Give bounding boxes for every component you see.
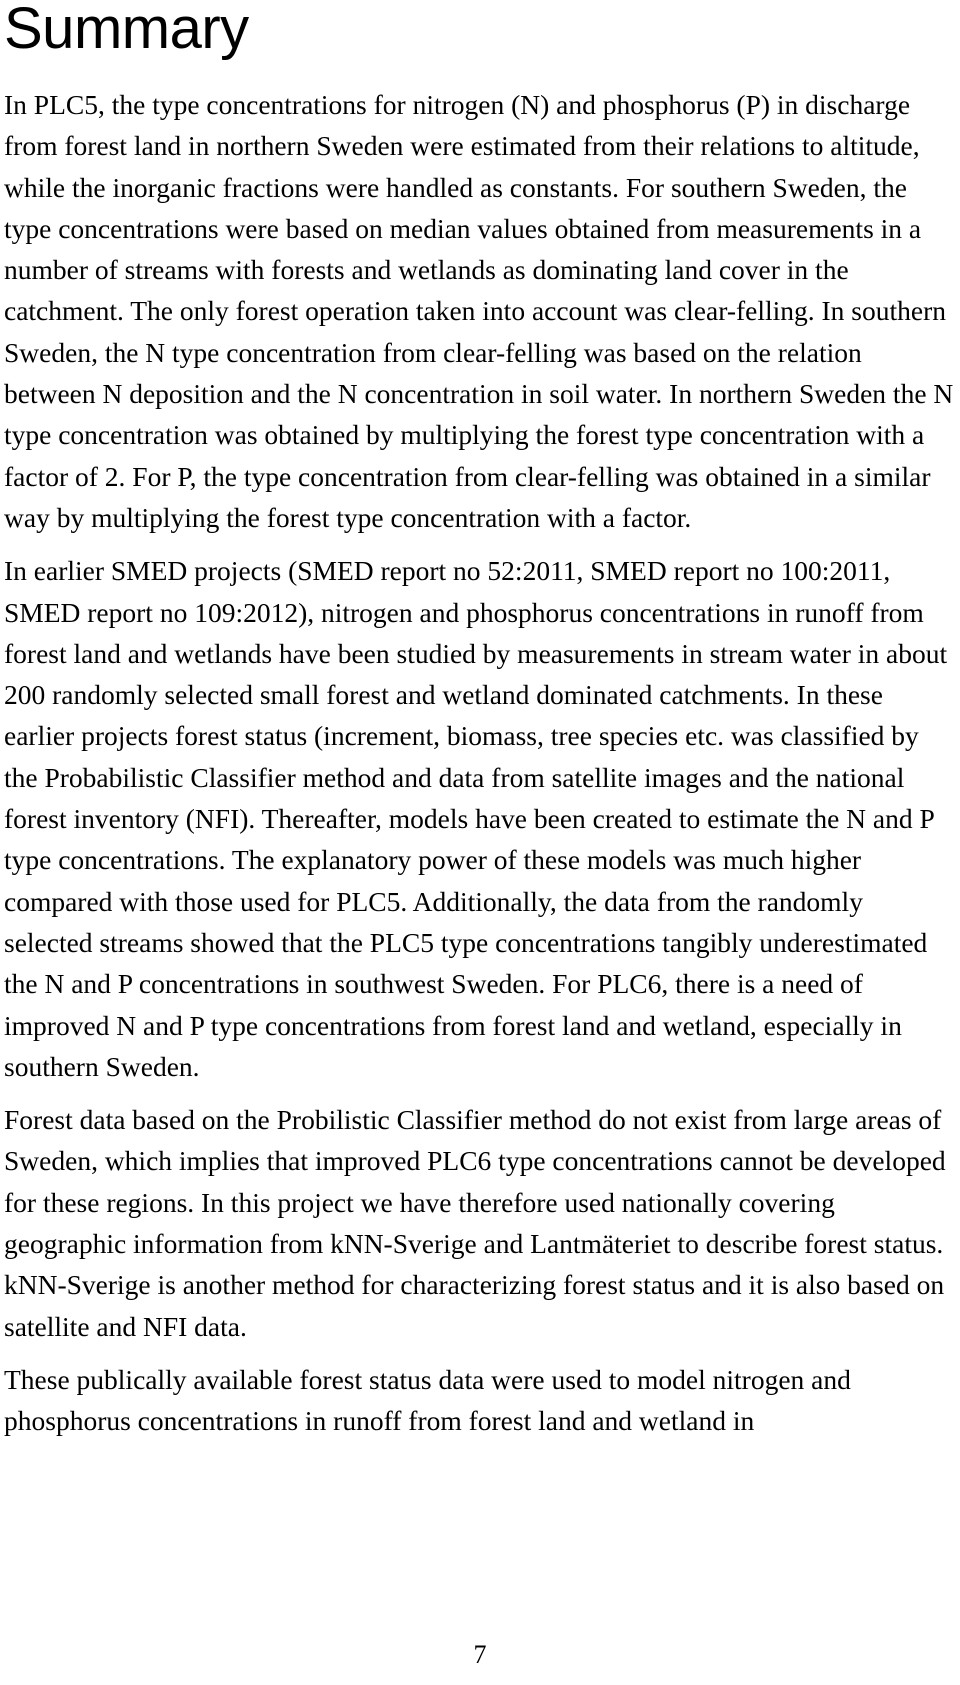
paragraph-public-forest-status: These publically available forest status data were used to model nitrogen and phosphorus concentrations in runoff from forest land and wetland in — [4, 1363, 851, 1437]
page-number: 7 — [473, 1640, 487, 1669]
paragraph-earlier-smed-projects: In earlier SMED projects (SMED report no 52:2011, SMED report no 100:2011, SMED report no 109:2012), nitrogen and phosphorus concentrations in runoff from forest land and wetlands have been studied by measurements in stream water in about 200 randomly selected small forest and wetland dominated catchments. In these earlier projects forest status (increment, biomass, tree species etc. was classified by the Probabilistic Classifier method and data from satellite images and the national forest inventory (NFI). Thereafter, models have been created to estimate the N and P type concentrations. The explanatory power of these models was much higher compared with those used for PLC5. Additionally, the data from the randomly selected streams showed that the PLC5 type concentrations tangibly underestimated the N and P concentrations in southwest Sweden. For PLC6, there is a need of improved N and P type concentrations from forest land and wetland, especially in southern Sweden. — [4, 555, 948, 1082]
section-heading: Summary — [4, 0, 249, 61]
document-page — [4, 0, 954, 1454]
paragraph-forest-data-knn: Forest data based on the Probilistic Classifier method do not exist from large areas of Sweden, which implies that improved PLC6 type concentrations cannot be developed for these regions. In this project we have therefore used nationally covering geographic information from kNN-Sverige and Lantmäteriet to describe forest status. kNN-Sverige is another method for characterizing forest status and it is also based on satellite and NFI data. — [4, 1104, 946, 1342]
paragraph-plc5-method: In PLC5, the type concentrations for nitrogen (N) and phosphorus (P) in discharge from forest land in northern Sweden were estimated from their relations to altitude, while the inorganic fractions were handled as constants. For southern Sweden, the type concentrations were based on median values obtained from measurements in a number of streams with forests and wetlands as dominating land cover in the catchment. The only forest operation taken into account was clear-felling. In southern Sweden, the N type concentration from clear-felling was based on the relation between N deposition and the N concentration in soil water. In northern Sweden the N type concentration was obtained by multiplying the forest type concentration with a factor of 2. For P, the type concentration from clear-felling was obtained in a similar way by multiplying the forest type concentration with a factor. — [4, 89, 954, 533]
